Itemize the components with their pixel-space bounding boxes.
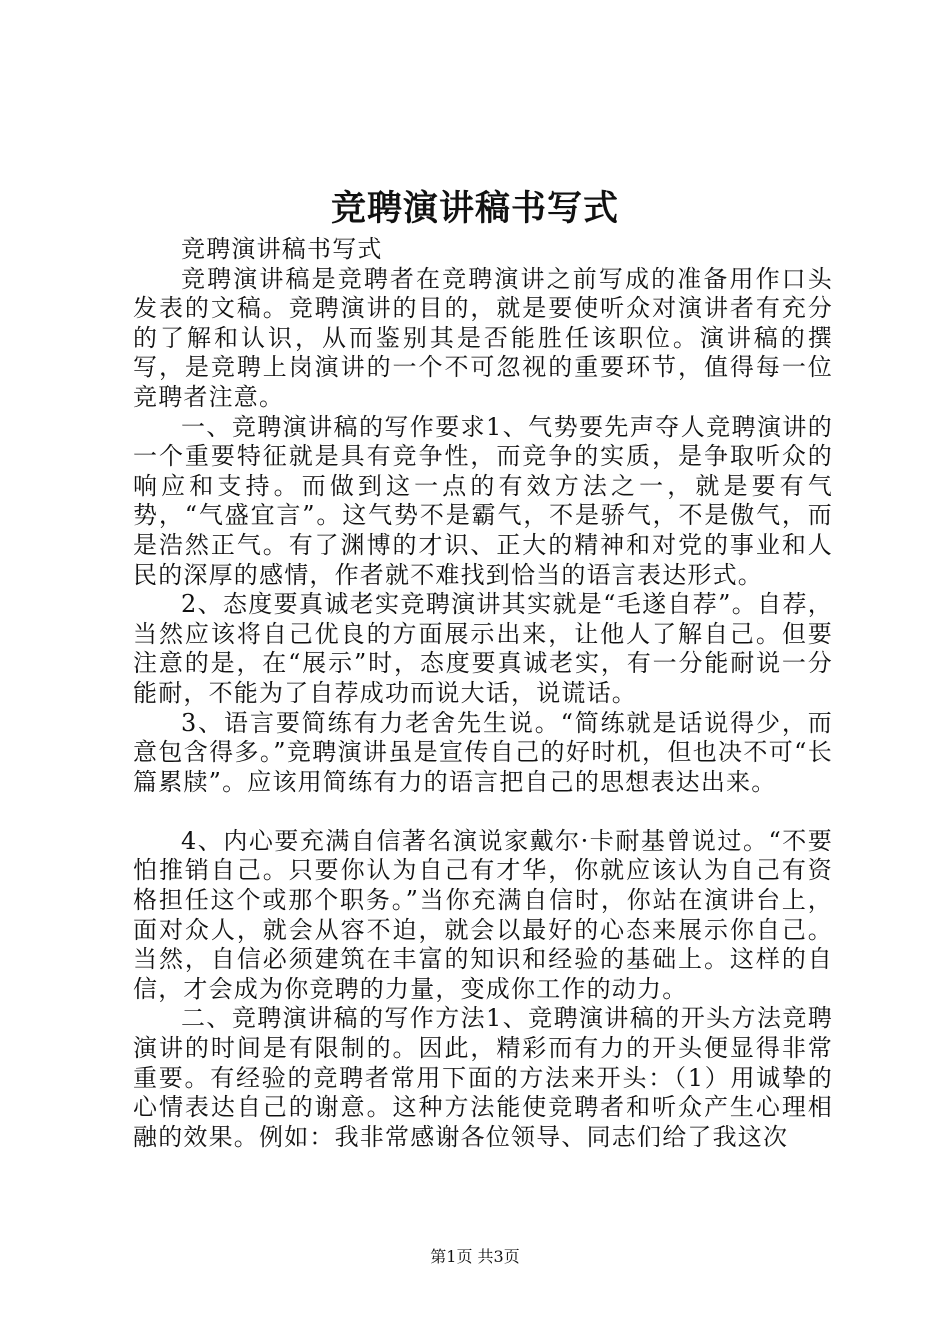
paragraph-requirement-4: 4、内心要充满自信著名演说家戴尔·卡耐基曾说过。“不要怕推销自己。只要你认为自己有才华，你就应该认为自己有资格担任这个或那个职务。”当你充满自信时，你站在演讲台上，面对众人，就会从容不迫，就会以最好的心态来展示你自己。当然，自信必须建筑在丰富的知识和经验的基础上。这样的自信，才会成为你竞聘的力量，变成你工作的动力。 bbox=[133, 826, 833, 1003]
paragraph-intro: 竞聘演讲稿是竞聘者在竞聘演讲之前写成的准备用作口头发表的文稿。竞聘演讲的目的，就是要使听众对演讲者有充分的了解和认识，从而鉴别其是否能胜任该职位。演讲稿的撰写，是竞聘上岗演讲的一个不可忽视的重要环节，值得每一位竞聘者注意。 bbox=[133, 264, 833, 411]
document-title: 竞聘演讲稿书写式 bbox=[330, 188, 619, 229]
paragraph-requirement-2: 2、态度要真诚老实竞聘演讲其实就是“毛遂自荐”。自荐，当然应该将自己优良的方面展示出来，让他人了解自己。但要注意的是，在“展示”时，态度要真诚老实，有一分能耐说一分能耐，不能为了自荐成功而说大话，说谎话。 bbox=[133, 590, 833, 707]
paragraph-method-1: 二、竞聘演讲稿的写作方法1、竞聘演讲稿的开头方法竞聘演讲的时间是有限制的。因此，精彩而有力的开头便显得非常重要。有经验的竞聘者常用下面的方法来开头：（1）用诚挚的心情表达自己的谢意。这种方法能使竞聘者和听众产生心理相融的效果。例如：我非常感谢各位领导、同志们给了我这次 bbox=[133, 1004, 833, 1151]
page-number-footer: 第1页 共3页 bbox=[430, 1247, 520, 1266]
paragraph-requirement-3: 3、语言要简练有力老舍先生说。“简练就是话说得少，而意包含得多。”竞聘演讲虽是宣传自己的好时机，但也决不可“长篇累牍”。应该用简练有力的语言把自己的思想表达出来。 bbox=[133, 708, 833, 796]
paragraph-subtitle: 竞聘演讲稿书写式 bbox=[181, 235, 383, 263]
document-body bbox=[133, 235, 833, 1152]
paragraph-requirement-1: 一、竞聘演讲稿的写作要求1、气势要先声夺人竞聘演讲的一个重要特征就是具有竞争性，而竞争的实质，是争取听众的响应和支持。而做到这一点的有效方法之一，就是要有气势，“气盛宜言”。这气势不是霸气，不是骄气，不是傲气，而是浩然正气。有了渊博的才识、正大的精神和对党的事业和人民的深厚的感情，作者就不难找到恰当的语言表达形式。 bbox=[133, 412, 833, 589]
